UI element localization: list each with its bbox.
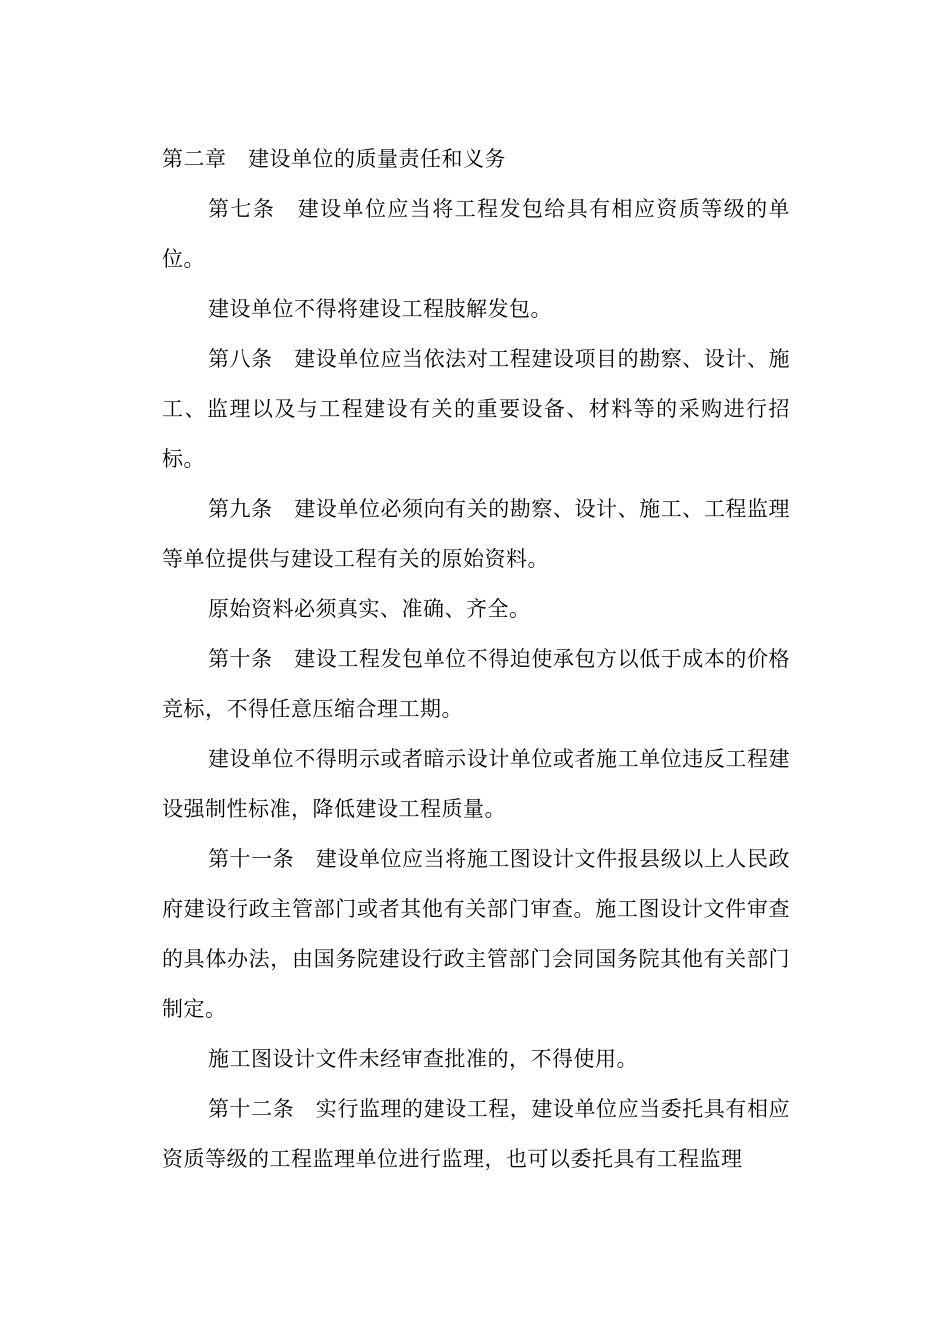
document-body	[162, 134, 790, 1184]
article-11-clause-2: 施工图设计文件未经审查批准的，不得使用。	[208, 1047, 638, 1071]
article-7-clause-2: 建设单位不得将建设工程肢解发包。	[208, 297, 552, 321]
article-12-paragraph: 第十二条 实行监理的建设工程，建设单位应当委托具有相应资质等级的工程监理单位进行监理，也可以委托具有工程监理	[162, 1097, 790, 1171]
article-8-paragraph: 第八条 建设单位应当依法对工程建设项目的勘察、设计、施工、监理以及与工程建设有关的重要设备、材料等的采购进行招标。	[162, 347, 790, 471]
article-10-clause-2: 建设单位不得明示或者暗示设计单位或者施工单位违反工程建设强制性标准，降低建设工程质量。	[162, 747, 790, 821]
article-9-paragraph: 第九条 建设单位必须向有关的勘察、设计、施工、工程监理等单位提供与建设工程有关的原始资料。	[162, 497, 790, 571]
chapter-title: 第二章 建设单位的质量责任和义务	[162, 147, 506, 171]
article-11-paragraph: 第十一条 建设单位应当将施工图设计文件报县级以上人民政府建设行政主管部门或者其他有关部门审查。施工图设计文件审查的具体办法，由国务院建设行政主管部门会同国务院其他有关部门制定。	[162, 847, 790, 1021]
article-9-clause-2: 原始资料必须真实、准确、齐全。	[208, 597, 531, 621]
article-10-paragraph: 第十条 建设工程发包单位不得迫使承包方以低于成本的价格竞标，不得任意压缩合理工期。	[162, 647, 790, 721]
article-7-paragraph: 第七条 建设单位应当将工程发包给具有相应资质等级的单位。	[162, 197, 790, 271]
